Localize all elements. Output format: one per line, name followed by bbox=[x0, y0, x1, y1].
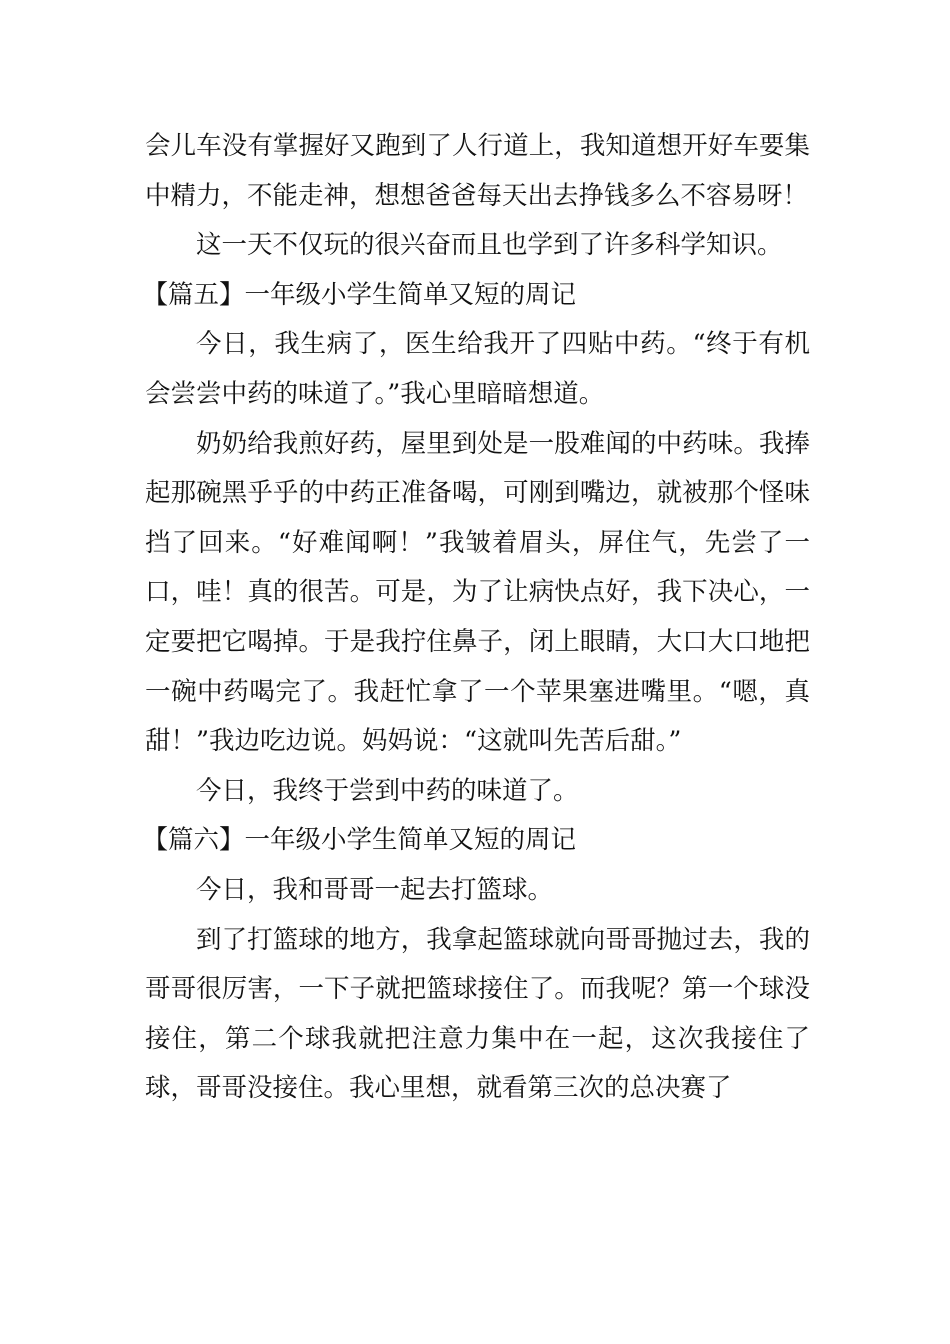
paragraph: 今日，我终于尝到中药的味道了。 bbox=[196, 775, 579, 806]
paragraph: 今日，我和哥哥一起去打篮球。 bbox=[196, 874, 554, 905]
section-heading-6: 【篇六】一年级小学生简单又短的周记 bbox=[142, 825, 576, 856]
paragraph: 奶奶给我煎好药，屋里到处是一股难闻的中药味。我捧起那碗黑乎乎的中药正准备喝，可刚到嘴边，就被那个怪味挡了回来。“好难闻啊！”我皱着眉头，屏住气，先尝了一口，哇！真的很苦。可是，为了让病快点好，我下决心，一定要把它喝掉。于是我拧住鼻子，闭上眼睛，大口大口地把一碗中药喝完了。我赶忙拿了一个苹果塞进嘴里。“嗯，真甜！”我边吃边说。妈妈说：“这就叫先苦后甜。” bbox=[145, 428, 810, 757]
section-heading-5: 【篇五】一年级小学生简单又短的周记 bbox=[142, 279, 576, 310]
paragraph: 这一天不仅玩的很兴奋而且也学到了许多科学知识。 bbox=[196, 230, 783, 261]
paragraph-continuation: 会儿车没有掌握好又跑到了人行道上，我知道想开好车要集中精力，不能走神，想想爸爸每天出去挣钱多么不容易呀！ bbox=[145, 131, 810, 211]
paragraph: 到了打篮球的地方，我拿起篮球就向哥哥抛过去，我的哥哥很厉害，一下子就把篮球接住了。而我呢？第一个球没接住，第二个球我就把注意力集中在一起，这次我接住了球，哥哥没接住。我心里想，就看第三次的总决赛了 bbox=[145, 924, 810, 1104]
paragraph: 今日，我生病了，医生给我开了四贴中药。“终于有机会尝尝中药的味道了。”我心里暗暗想道。 bbox=[145, 329, 810, 409]
document-page bbox=[142, 122, 810, 1114]
